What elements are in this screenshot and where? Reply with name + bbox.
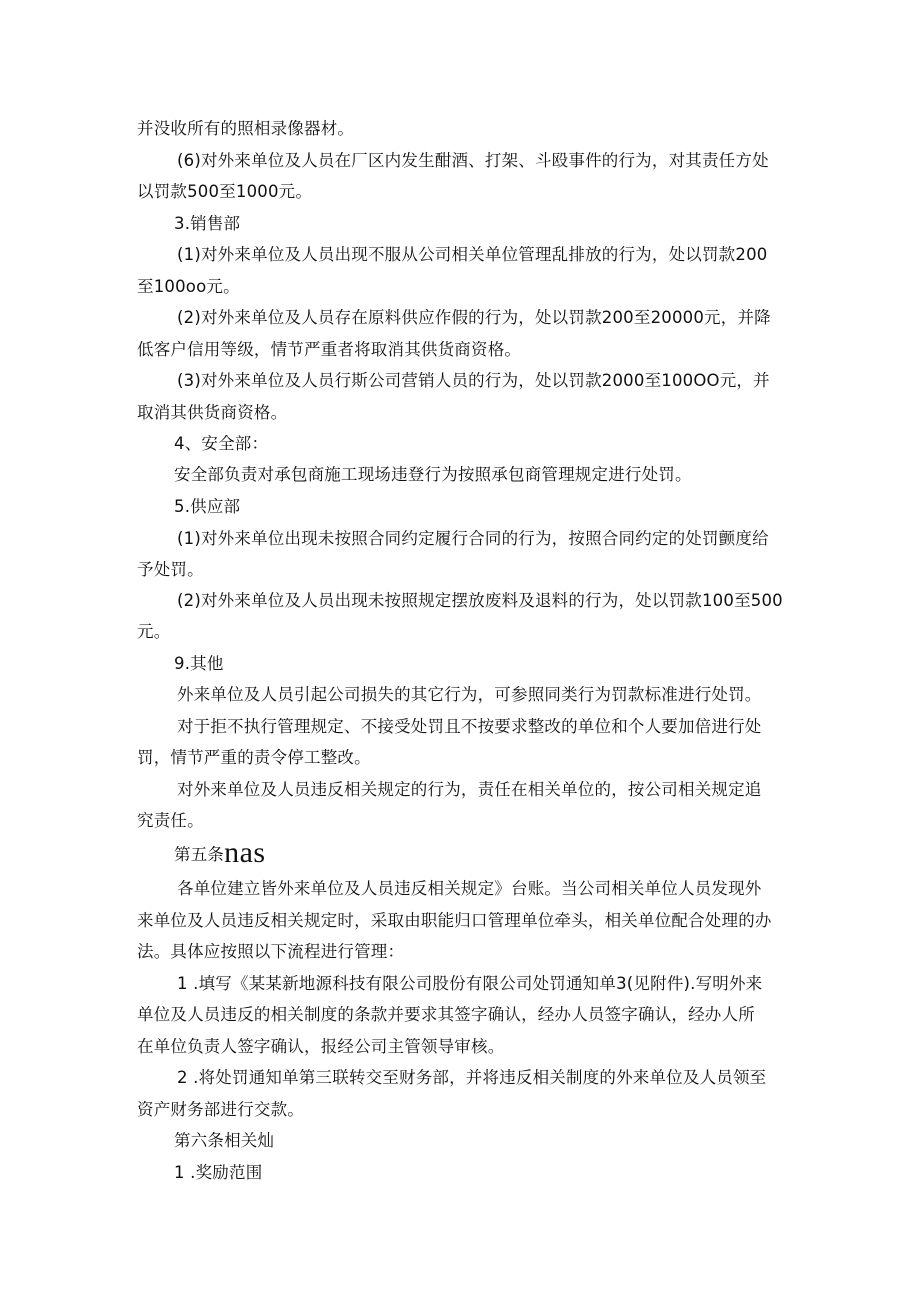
text-line: 至100oo元。 [137, 277, 240, 296]
text-line: (3)对外来单位及人员行斯公司营销人员的行为，处以罚款2000至100OO元，并 [177, 371, 770, 390]
text-line: 究责任。 [137, 811, 204, 830]
article-heading-suffix: nas [224, 836, 266, 869]
text-line: 安全部负责对承包商施工现场违登行为按照承包商管理规定进行处罚。 [174, 465, 692, 484]
text-line: 1 .填写《某某新地源科技有限公司股份有限公司处罚通知单3(见附件).写明外来 [177, 974, 763, 993]
text-line: 各单位建立皆外来单位及人员违反相关规定》台账。当公司相关单位人员发现外 [177, 879, 762, 898]
text-line: 对外来单位及人员违反相关规定的行为，责任在相关单位的，按公司相关规定追 [177, 780, 762, 799]
section-heading: 4、安全部： [174, 434, 269, 453]
text-line: 法。具体应按照以下流程进行管理： [137, 942, 405, 961]
text-line: 来单位及人员违反相关规定时，采取由职能归口管理单位牵头，相关单位配合处理的办 [137, 911, 772, 930]
text-line: 外来单位及人员引起公司损失的其它行为，可参照同类行为罚款标准进行处罚。 [177, 685, 762, 704]
text-line: 取消其供货商资格。 [137, 403, 288, 422]
text-line: (6)对外来单位及人员在厂区内发生酣酒、打架、斗殴事件的行为，对其责任方处 [177, 151, 769, 170]
text-line: 单位及人员违反的相关制度的条款并要求其签字确认，经办人员签字确认，经办人所 [137, 1005, 755, 1024]
text-line: 资产财务部进行交款。 [137, 1100, 304, 1119]
section-heading: 3.销售部 [174, 214, 241, 233]
article-heading: 第六条相关灿 [174, 1131, 275, 1150]
text-line: 在单位负责人签字确认，报经公司主管领导审核。 [137, 1037, 505, 1056]
text-line: (2)对外来单位及人员存在原料供应作假的行为，处以罚款200至20000元，并降 [177, 308, 771, 327]
text-line: 元。 [137, 622, 171, 641]
text-line: 低客户信用等级，情节严重者将取消其供货商资格。 [137, 340, 522, 359]
text-line: (1)对外来单位及人员出现不服从公司相关单位管理乱排放的行为，处以罚款200 [177, 245, 768, 264]
text-line: 2 .将处罚通知单第三联转交至财务部，并将违反相关制度的外来单位及人员领至 [177, 1068, 767, 1087]
article-heading [174, 838, 266, 870]
text-line: (2)对外来单位及人员出现未按照规定摆放废料及退料的行为，处以罚款100至500 [177, 591, 783, 610]
text-line: 并没收所有的照相录像器材。 [137, 119, 355, 138]
text-line: 以罚款500至1000元。 [137, 182, 313, 201]
text-line: (1)对外来单位出现未按照合同约定履行合同的行为，按照合同约定的处罚颤度给 [177, 529, 769, 548]
text-line: 对于拒不执行管理规定、不接受处罚且不按要求整改的单位和个人要加倍进行处 [177, 717, 762, 736]
section-heading: 1 .奖励范围 [174, 1163, 263, 1182]
section-heading: 5.供应部 [174, 497, 241, 516]
article-heading-prefix: 第五条 [174, 845, 225, 864]
text-line: 予处罚。 [137, 560, 204, 579]
section-heading: 9.其他 [174, 654, 224, 673]
text-line: 罚，情节严重的责令停工整改。 [137, 748, 371, 767]
